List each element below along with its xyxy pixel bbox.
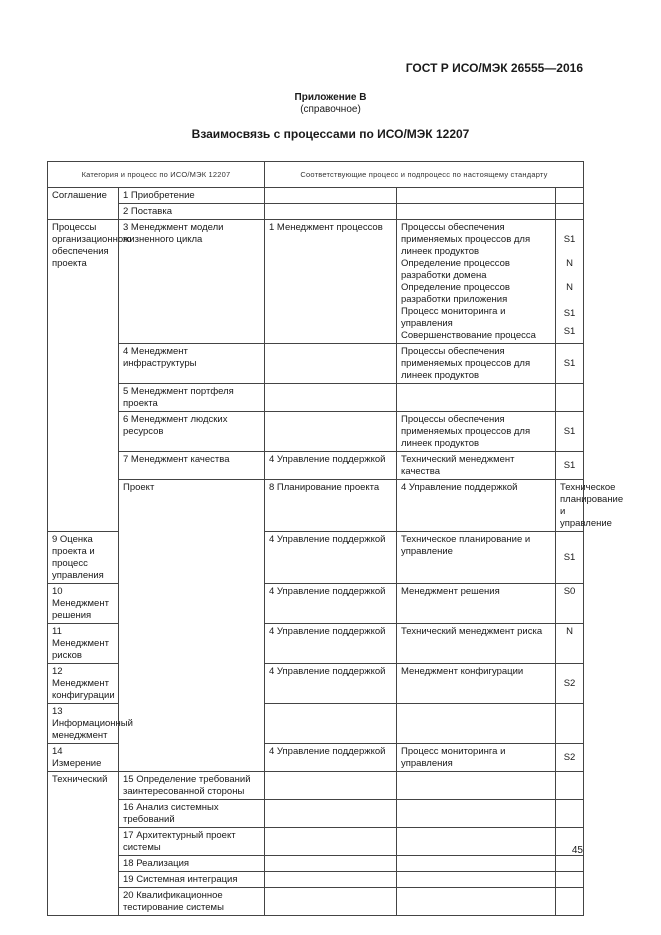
empty-cell	[265, 856, 397, 872]
process-cell: 4 Менеджмент инфраструктуры	[119, 344, 265, 384]
table-header-row	[48, 162, 584, 188]
subprocess-cell: Технический менеджмент качества	[397, 452, 556, 480]
table-row	[48, 452, 584, 480]
section-heading: Взаимосвязь с процессами по ИСО/МЭК 12207	[191, 127, 470, 141]
code-value: N	[566, 282, 573, 293]
table-row	[48, 872, 584, 888]
subprocess-item: Определение процессов разработки приложения	[401, 282, 510, 305]
process-cell: 2 Поставка	[119, 204, 265, 220]
subprocess-item: Процессы обеспечения применяемых процессов для линеек продуктов	[401, 222, 531, 257]
process-cell: 3 Менеджмент модели жизненного цикла	[119, 220, 265, 344]
empty-cell	[265, 412, 397, 452]
category-cell: Процессы организационного обеспечения проекта	[48, 220, 119, 532]
empty-cell	[556, 384, 584, 412]
appendix-title: Приложение В	[294, 92, 367, 103]
process-cell: 14 Измерение	[48, 744, 119, 772]
std-process-cell: 4 Управление поддержкой	[265, 624, 397, 664]
process-cell: 20 Квалификационное тестирование системы	[119, 888, 265, 916]
empty-cell	[397, 772, 556, 800]
code-value: S0	[563, 586, 576, 597]
empty-cell	[556, 888, 584, 916]
header-this-standard: Соответствующие процесс и подпроцесс по настоящему стандарту	[265, 162, 584, 188]
empty-cell	[397, 384, 556, 412]
empty-cell	[265, 772, 397, 800]
table-row	[48, 856, 584, 872]
table-row	[48, 220, 584, 344]
code-cell	[556, 624, 584, 664]
empty-cell	[265, 188, 397, 204]
code-cell	[556, 664, 584, 704]
subprocess-item: Определение процессов разработки домена	[401, 258, 510, 281]
table-row	[48, 188, 584, 204]
table-row	[48, 412, 584, 452]
std-process-cell: 4 Управление поддержкой	[397, 480, 556, 532]
process-cell: 1 Приобретение	[119, 188, 265, 204]
empty-cell	[556, 204, 584, 220]
process-cell: 16 Анализ системных требований	[119, 800, 265, 828]
std-process-cell: 4 Управление поддержкой	[265, 664, 397, 704]
subprocess-cell: Техническое планирование и управление	[556, 480, 584, 532]
std-process-cell: 4 Управление поддержкой	[265, 744, 397, 772]
empty-cell	[397, 188, 556, 204]
table-row	[48, 772, 584, 800]
process-cell: 15 Определение требований заинтересованной стороны	[119, 772, 265, 800]
empty-cell	[556, 800, 584, 828]
code-cell	[556, 532, 584, 584]
code-value: N	[566, 258, 573, 269]
empty-cell	[265, 344, 397, 384]
std-process-cell: 4 Управление поддержкой	[265, 452, 397, 480]
empty-cell	[397, 872, 556, 888]
process-cell: 19 Системная интеграция	[119, 872, 265, 888]
category-cell: Проект	[119, 480, 265, 772]
subprocess-item: Процесс мониторинга и управления	[401, 306, 506, 329]
empty-cell	[556, 856, 584, 872]
table-row	[48, 800, 584, 828]
code-cell	[556, 744, 584, 772]
empty-cell	[265, 704, 397, 744]
std-process-cell: 4 Управление поддержкой	[265, 532, 397, 584]
empty-cell	[265, 384, 397, 412]
empty-cell	[556, 704, 584, 744]
code-value: S2	[563, 678, 576, 689]
code-value: N	[566, 626, 573, 637]
code-value: S1	[563, 234, 576, 245]
empty-cell	[397, 204, 556, 220]
code-cell	[556, 584, 584, 624]
process-mapping-table	[47, 161, 624, 916]
table-row	[48, 344, 584, 384]
code-cell	[556, 220, 584, 344]
category-cell: Технический	[48, 772, 119, 916]
process-cell: 12 Менеджмент конфигурации	[48, 664, 119, 704]
empty-cell	[265, 800, 397, 828]
code-value: S1	[563, 426, 576, 437]
code-value: S1	[563, 552, 576, 563]
subprocess-cell: Процессы обеспечения применяемых процессов для линеек продуктов	[397, 344, 556, 384]
code-value: S1	[563, 308, 576, 319]
subprocess-cell	[397, 220, 556, 344]
subprocess-cell: Менеджмент конфигурации	[397, 664, 556, 704]
process-cell: 11 Менеджмент рисков	[48, 624, 119, 664]
subprocess-cell: Менеджмент решения	[397, 584, 556, 624]
page-number: 45	[571, 845, 583, 856]
empty-cell	[397, 704, 556, 744]
code-value: S2	[563, 752, 576, 763]
table-row	[48, 384, 584, 412]
code-cell	[556, 452, 584, 480]
process-cell: 8 Планирование проекта	[265, 480, 397, 532]
empty-cell	[556, 772, 584, 800]
table-row	[48, 888, 584, 916]
code-value: S1	[563, 326, 576, 337]
code-value: S1	[563, 460, 576, 471]
subprocess-item: Совершенствование процесса	[401, 330, 536, 341]
code-value: S1	[563, 358, 576, 369]
std-process-cell: 1 Менеджмент процессов	[265, 220, 397, 344]
code-cell	[556, 344, 584, 384]
std-process-cell: 4 Управление поддержкой	[265, 584, 397, 624]
process-cell: 6 Менеджмент людских ресурсов	[119, 412, 265, 452]
empty-cell	[397, 888, 556, 916]
table-row	[48, 204, 584, 220]
table-row	[48, 480, 584, 532]
empty-cell	[397, 800, 556, 828]
empty-cell	[265, 204, 397, 220]
subprocess-cell: Технический менеджмент риска	[397, 624, 556, 664]
process-cell: 18 Реализация	[119, 856, 265, 872]
process-cell: 10 Менеджмент решения	[48, 584, 119, 624]
subprocess-cell: Процесс мониторинга и управления	[397, 744, 556, 772]
appendix-subtitle: (справочное)	[300, 104, 361, 115]
document-code: ГОСТ Р ИСО/МЭК 26555—2016	[405, 61, 583, 75]
category-cell: Соглашение	[48, 188, 119, 220]
process-cell: 9 Оценка проекта и процесс управления	[48, 532, 119, 584]
empty-cell	[265, 872, 397, 888]
subprocess-cell: Процессы обеспечения применяемых процессов для линеек продуктов	[397, 412, 556, 452]
process-cell: 13 Информационный менеджмент	[48, 704, 119, 744]
empty-cell	[556, 872, 584, 888]
process-cell: 7 Менеджмент качества	[119, 452, 265, 480]
empty-cell	[265, 888, 397, 916]
process-cell: 17 Архитектурный проект системы	[119, 828, 265, 856]
empty-cell	[397, 856, 556, 872]
process-cell: 5 Менеджмент портфеля проекта	[119, 384, 265, 412]
code-cell	[556, 412, 584, 452]
empty-cell	[556, 188, 584, 204]
subprocess-cell: Техническое планирование и управление	[397, 532, 556, 584]
header-iso12207: Категория и процесс по ИСО/МЭК 12207	[48, 162, 265, 188]
